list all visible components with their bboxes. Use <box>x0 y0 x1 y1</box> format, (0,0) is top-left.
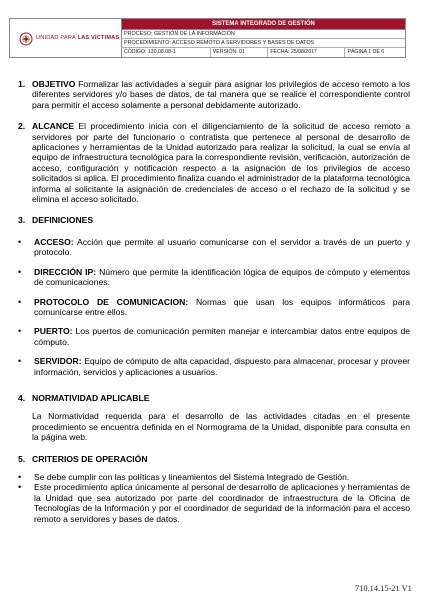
alcance-text: El procedimiento inicia con el diligenciamiento de la solicitud de acceso remoto a servidores por parte del funcionario o contratista que pertenece al personal de desarrollo de aplicaciones y herramientas de la Unidad autorizado para realizar la solicitud, la cual se envía al equipo de infraestructura tecnológica para la correspondiente revisión, verificación, autorización de acceso, configuración y notificación respecto a la asignación de los privilegios de acceso solicitados si aplica. El procedimiento finaliza cuando el administrador de la plataforma tecnológica informa al solicitante la asignación de credenciales de acceso o el rechazo de la solicitud y se elimina el acceso solicitado. <box>32 121 410 205</box>
bullet-icon: • <box>18 356 22 367</box>
list-item <box>18 472 410 482</box>
definition-term: PROTOCOLO DE COMUNICACION: <box>34 296 189 307</box>
seal-icon <box>19 32 33 46</box>
section-title-objetivo: OBJETIVO <box>32 79 76 89</box>
logo-text: UNIDAD PARA LAS VÍCTIMAS <box>36 35 120 41</box>
section-objetivo <box>18 79 410 110</box>
list-item <box>18 356 410 377</box>
section-definiciones <box>18 215 410 225</box>
section-title-definiciones: DEFINICIONES <box>32 215 94 226</box>
definition-text: Normas que usan los equipos informáticos para comunicarse entre ellos. <box>34 296 411 317</box>
header-info <box>122 19 405 57</box>
list-item <box>18 267 410 288</box>
section-number: 4. <box>18 392 26 403</box>
criterios-list <box>18 472 410 524</box>
header-pagina: PÁGINA 1 DE 6 <box>347 49 385 55</box>
section-alcance <box>18 121 410 204</box>
footer-code: 710.14.15-21 V1 <box>355 584 412 593</box>
section-number: 2. <box>18 121 26 132</box>
list-item <box>18 482 410 524</box>
objetivo-text: Formalizar las actividades a seguir para asignar los privilegios de acceso remoto a los diferentes servidores y/o bases de datos, de tal manera que se realice el correspondiente control para permitir el acceso solamente a personal debidamente autorizado. <box>32 79 410 110</box>
header-title: SISTEMA INTEGRADO DE GESTIÓN <box>122 19 405 30</box>
list-item <box>18 237 410 258</box>
definition-text: Equipo de cómputo de alta capacidad, dispuesto para almacenar, procesar y proveer información, servicios y aplicaciones a usuarios. <box>34 356 410 377</box>
definition-text: Los puertos de comunicación permiten manejar e intercambiar datos entre equipos de cómputo. <box>34 326 410 347</box>
header-meta-row <box>122 48 405 57</box>
bullet-icon: • <box>18 482 22 493</box>
definition-term: DIRECCIÓN IP: <box>34 266 97 277</box>
definition-text: Acción que permite al usuario comunicarse con el servidor a través de un puerto y protocolo. <box>34 236 410 258</box>
document-header <box>9 18 406 58</box>
list-item <box>18 326 410 347</box>
definition-term: PUERTO: <box>34 326 73 337</box>
header-codigo: CÓDIGO: 130,08.08-1 <box>122 48 211 57</box>
header-procedimiento: PROCEDIMIENTO: ACCESO REMOTO A SERVIDORES Y BASES DE DATOS <box>122 39 405 48</box>
normatividad-text: La Normatividad requerida para el desarrollo de las actividades citadas en el presente procedimiento se encuentra definida en el Normograma de la Unidad, disponible para consulta en la página web. <box>32 411 410 443</box>
section-criterios <box>18 454 410 464</box>
header-fecha: FECHA: 25/08/2017 <box>268 48 345 57</box>
definitions-list <box>18 237 410 377</box>
bullet-icon: • <box>18 471 22 482</box>
bullet-icon: • <box>18 236 22 247</box>
criterio-text: Se debe cumplir con las políticas y lineamientos del Sistema Integrado de Gestión. <box>34 471 350 482</box>
section-number: 5. <box>18 453 26 464</box>
definition-term: SERVIDOR: <box>34 356 82 367</box>
section-number: 1. <box>18 79 26 89</box>
section-title-normatividad: NORMATIVIDAD APLICABLE <box>32 392 150 403</box>
bullet-icon: • <box>18 296 22 307</box>
header-proceso: PROCESO: GESTIÓN DE LA INFORMACIÓN <box>122 30 405 39</box>
definition-term: ACCESO: <box>34 236 74 247</box>
bullet-icon: • <box>18 326 22 337</box>
section-normatividad <box>18 393 410 403</box>
section-number: 3. <box>18 215 26 226</box>
bullet-icon: • <box>18 266 22 277</box>
logo-cell <box>10 19 122 57</box>
definition-text: Número que permite la identificación lógica de equipos de cómputo y elementos de comunicaciones. <box>34 266 410 288</box>
header-version: VERSIÓN: 01 <box>211 48 269 57</box>
criterio-text: Este procedimiento aplica únicamente al personal de desarrollo de aplicaciones y herramientas de la Unidad que sea autorizado por parte del coordinador de infraestructura de la Oficina de Tecnologías de la Información y por el coordinador de seguridad de la información para el acceso remoto a servidores y bases de datos. <box>34 482 410 524</box>
document-body <box>18 79 410 524</box>
section-title-criterios: CRITERIOS DE OPERACIÓN <box>32 453 148 464</box>
list-item <box>18 297 410 318</box>
section-title-alcance: ALCANCE <box>32 121 75 132</box>
